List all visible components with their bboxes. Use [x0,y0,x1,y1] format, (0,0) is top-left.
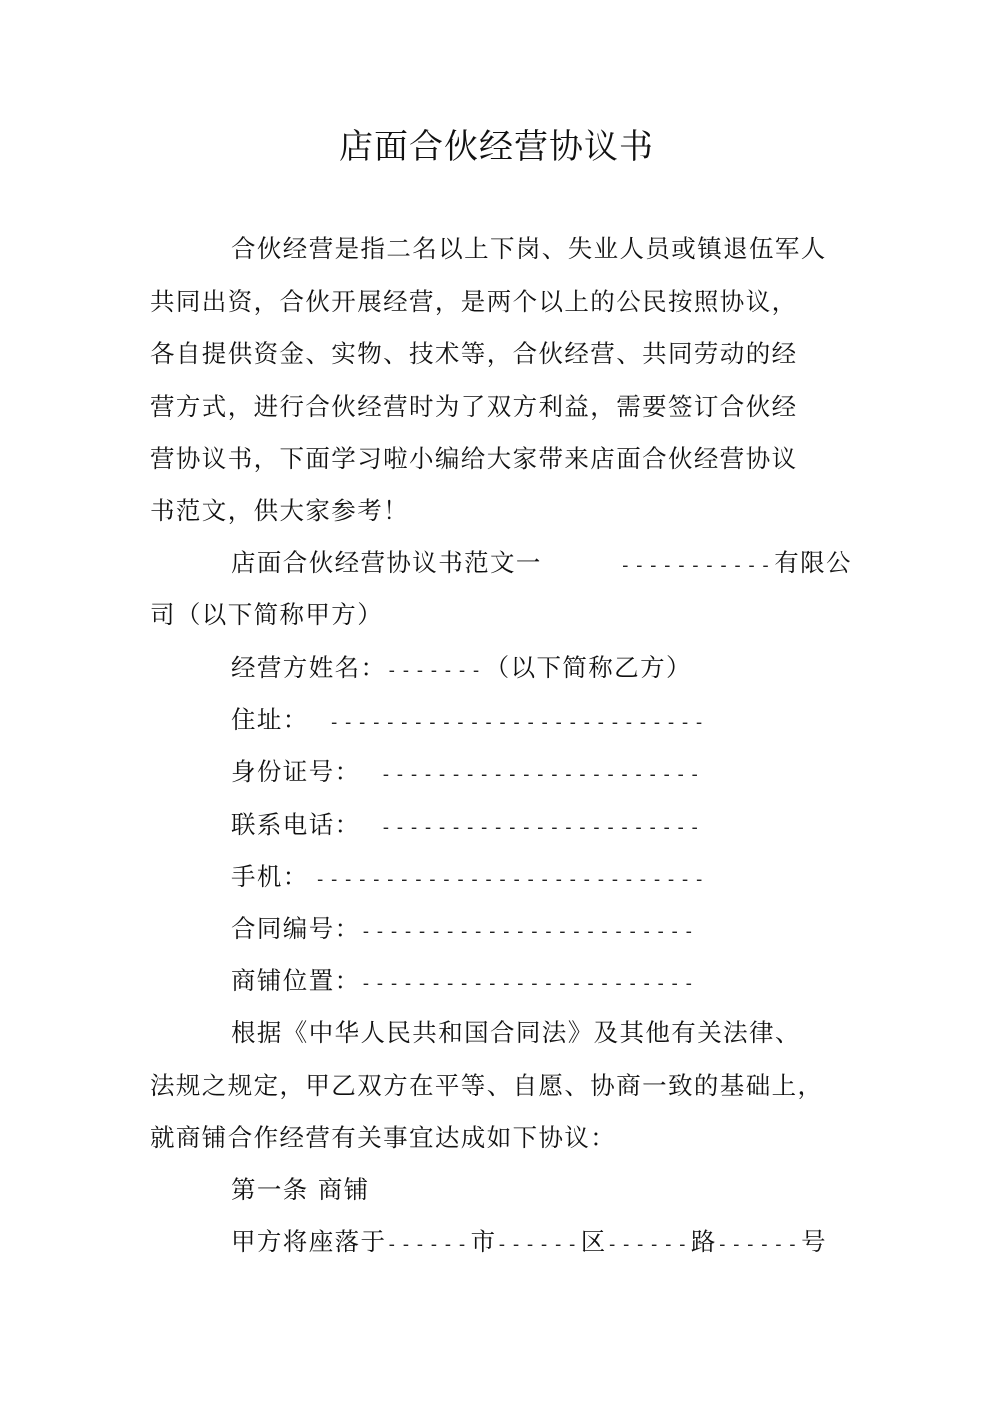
contract-number-blank[interactable]: ------------------------ [360,921,698,942]
city-blank[interactable]: ------ [386,1234,471,1255]
field-label: 手机： [231,862,309,891]
district-label: 区 [580,1227,607,1256]
basis-line-3: 就商铺合作经营有关事宜达成如下协议： [150,1123,617,1152]
shop-location-blank[interactable]: ------------------------ [360,973,698,994]
document-title: 店面合伙经营协议书 [339,127,654,167]
intro-line-6: 书范文，供大家参考！ [150,496,409,525]
field-label: 身份证号： [231,757,361,786]
id-number-blank[interactable]: ----------------------- [380,764,704,785]
intro-line-1: 合伙经营是指二名以上下岗、失业人员或镇退伍军人 [231,234,827,263]
field-label: 联系电话： [231,810,361,839]
field-phone [231,805,931,848]
intro-line-2: 共同出资，合伙开展经营，是两个以上的公民按照协议， [150,287,798,316]
article-1-line [231,1222,931,1265]
party-b-suffix: （以下简称乙方） [484,653,692,682]
number-label: 号 [801,1227,827,1256]
intro-line-4: 营方式，进行合伙经营时为了双方利益，需要签订合伙经 [150,392,798,421]
number-blank[interactable]: ------ [716,1234,802,1255]
field-shop-location [231,961,931,1004]
phone-blank[interactable]: ----------------------- [380,817,704,838]
intro-line-3: 各自提供资金、实物、技术等，合伙经营、共同劳动的经 [150,339,798,368]
mobile-blank[interactable]: ---------------------------- [314,869,708,890]
party-a-suffix: 有限公 [774,548,852,577]
field-label: 合同编号： [231,914,361,943]
party-b-label: 经营方姓名： [231,653,387,682]
field-mobile [231,857,931,900]
article-1-heading: 第一条 商铺 [231,1175,370,1204]
field-address [231,700,931,743]
field-contract-number [231,909,931,952]
district-blank[interactable]: ------ [496,1234,581,1255]
intro-line-5: 营协议书，下面学习啦小编给大家带来店面合伙经营协议 [150,444,798,473]
field-id-number [231,752,931,795]
party-a-line-2: 司（以下简称甲方） [150,600,384,629]
operator-name-blank[interactable]: ------- [386,660,485,681]
road-blank[interactable]: ------ [606,1234,691,1255]
party-a-line [231,543,851,586]
field-label: 商铺位置： [231,966,361,995]
sample-heading: 店面合伙经营协议书范文一 [231,548,542,577]
article-1-prefix: 甲方将座落于 [231,1227,387,1256]
basis-line-2: 法规之规定，甲乙双方在平等、自愿、协商一致的基础上， [150,1071,824,1100]
city-label: 市 [470,1227,497,1256]
basis-line-1: 根据《中华人民共和国合同法》及其他有关法律、 [231,1018,801,1047]
field-label: 住址： [231,705,309,734]
road-label: 路 [690,1227,717,1256]
address-blank[interactable]: --------------------------- [328,712,708,733]
party-b-line [231,648,931,691]
company-name-blank[interactable]: ----------- [619,555,775,576]
